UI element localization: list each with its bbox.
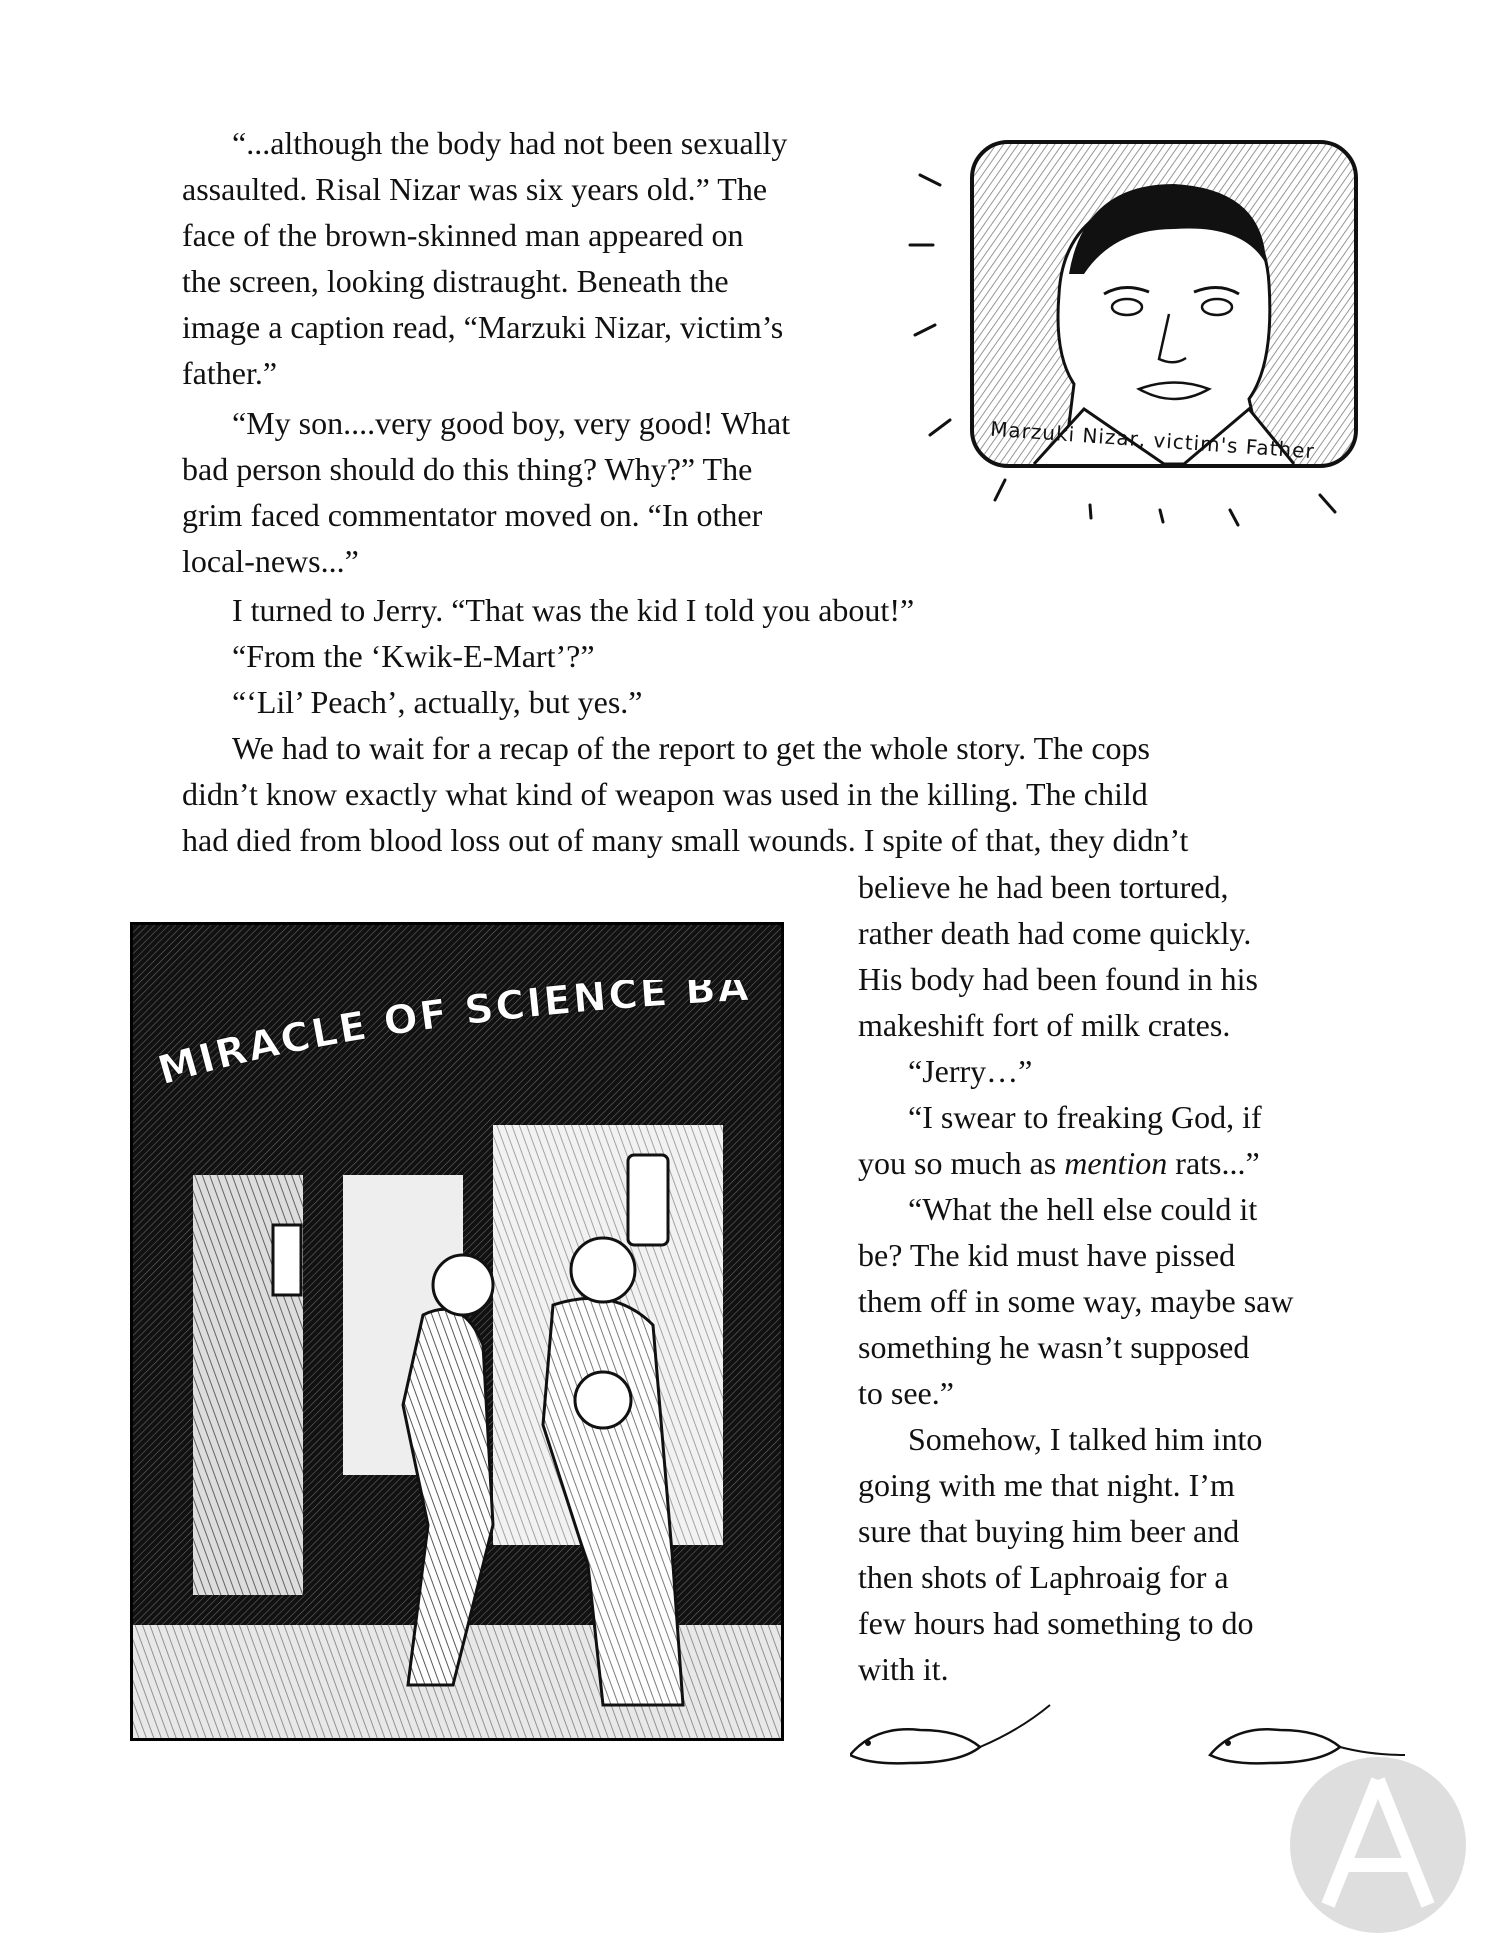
text-line: “My son....very good boy, very good! What	[232, 405, 791, 441]
text-line: “From the ‘Kwik-E-Mart’?”	[232, 638, 595, 674]
text-line: “Jerry…”	[908, 1053, 1033, 1089]
text-line: makeshift fort of milk crates.	[858, 1007, 1231, 1043]
text-line: sure that buying him beer and	[858, 1513, 1240, 1549]
bar-sign-text: MIRACLE OF SCIENCE BA	[153, 980, 752, 1095]
text-line: “‘Lil’ Peach’, actually, but yes.”	[232, 684, 643, 720]
text-fragment: you so much as	[858, 1145, 1065, 1181]
tv-illustration	[905, 130, 1365, 550]
bar-illustration	[130, 922, 784, 1741]
text-line: bad person should do this thing? Why?” The	[182, 451, 753, 487]
text-line: local-news...”	[182, 543, 359, 579]
text-fragment: rats...”	[1167, 1145, 1260, 1181]
paragraph-6-continued	[858, 864, 1258, 1048]
text-line: image a caption read, “Marzuki Nizar, victim’s	[182, 309, 784, 345]
text-line: few hours had something to do	[858, 1605, 1254, 1641]
paragraph-6	[182, 725, 1188, 863]
paragraph-4	[232, 633, 595, 679]
text-line: His body had been found in his	[858, 961, 1258, 997]
bar-sign	[153, 980, 763, 1100]
text-line: going with me that night. I’m	[858, 1467, 1235, 1503]
text-line: didn’t know exactly what kind of weapon was used in the killing. The child	[182, 776, 1148, 812]
text-line: the screen, looking distraught. Beneath the	[182, 263, 729, 299]
text-line: Somehow, I talked him into	[908, 1421, 1263, 1457]
publisher-logo-icon	[1288, 1755, 1468, 1935]
text-line: believe he had been tortured,	[858, 869, 1229, 905]
text-line: then shots of Laphroaig for a	[858, 1559, 1229, 1595]
text-line: “I swear to freaking God, if	[908, 1099, 1262, 1135]
text-line: We had to wait for a recap of the report to get the whole story. The cops	[232, 730, 1150, 766]
text-line: father.”	[182, 355, 278, 391]
text-line: assaulted. Risal Nizar was six years old.” The	[182, 171, 768, 207]
paragraph-2	[182, 400, 790, 584]
text-line: had died from blood loss out of many small wounds. I spite of that, they didn’t	[182, 822, 1189, 858]
text-line: “...although the body had not been sexually	[232, 125, 788, 161]
text-line: “What the hell else could it	[908, 1191, 1258, 1227]
paragraph-1	[182, 120, 787, 396]
paragraph-3	[232, 587, 914, 633]
text-line: with it.	[858, 1651, 949, 1687]
paragraph-9	[858, 1186, 1293, 1416]
text-line: I turned to Jerry. “That was the kid I told you about!”	[232, 592, 915, 628]
paragraph-10	[858, 1416, 1262, 1692]
text-line: grim faced commentator moved on. “In other	[182, 497, 763, 533]
paragraph-7	[908, 1048, 1032, 1094]
text-line: to see.”	[858, 1375, 954, 1411]
paragraph-8	[858, 1094, 1262, 1186]
text-line: rather death had come quickly.	[858, 915, 1252, 951]
tv-caption: Marzuki Nizar, victim's Father	[989, 416, 1316, 464]
paragraph-5	[232, 679, 642, 725]
emphasis-text: mention	[1064, 1145, 1168, 1181]
text-line: them off in some way, maybe saw	[858, 1283, 1294, 1319]
rat-icon	[850, 1705, 1050, 1763]
text-line	[858, 1140, 1262, 1186]
text-line: be? The kid must have pissed	[858, 1237, 1236, 1273]
text-line: something he wasn’t supposed	[858, 1329, 1250, 1365]
svg-text:MIRACLE OF SCIENCE BAR+GRILL	[153, 980, 752, 1094]
neon-sign	[153, 980, 763, 1100]
text-line: face of the brown-skinned man appeared on	[182, 217, 744, 253]
